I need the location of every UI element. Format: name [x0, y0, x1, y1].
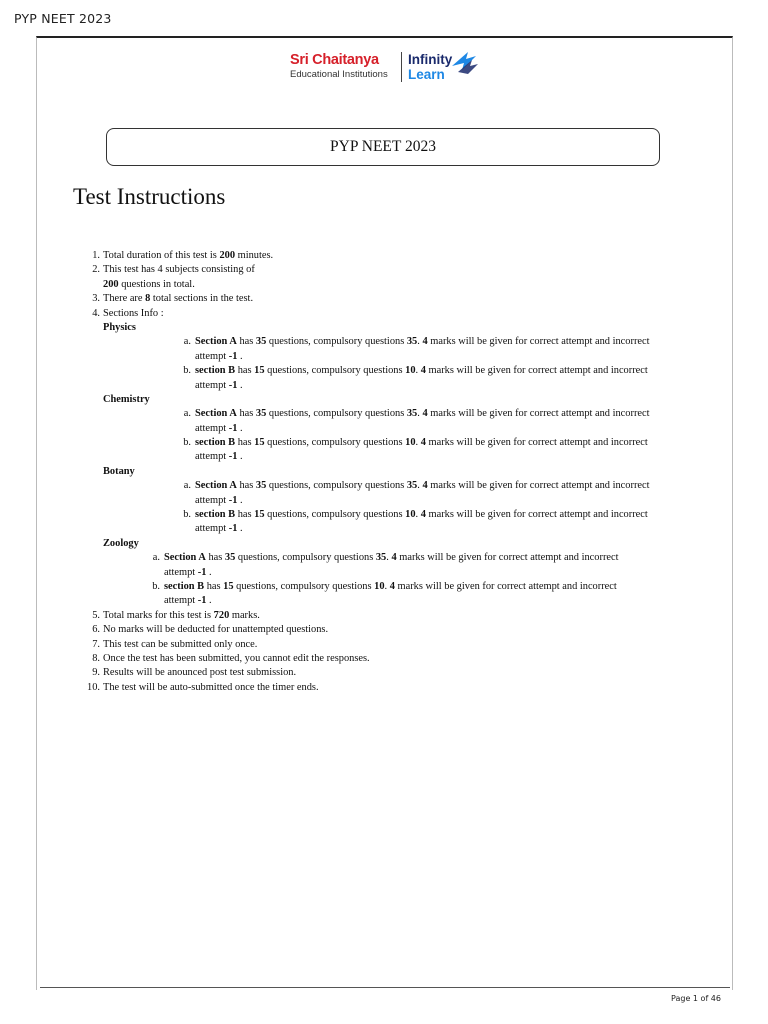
item-text: Total duration of this test is 200 minutes. [103, 250, 274, 261]
section-rule-section-a [0, 335, 768, 349]
section-letter: a. [152, 552, 160, 564]
instruction-item-9 [0, 666, 768, 680]
document-title-box [106, 128, 660, 166]
instruction-item-1 [0, 249, 768, 263]
item-number: 1. [92, 250, 100, 261]
section-rule-cont [0, 522, 768, 536]
section-rule-cont [0, 494, 768, 508]
instruction-item-3 [0, 292, 768, 306]
item-text: This test has 4 subjects consisting of [103, 264, 255, 276]
instruction-item-8 [0, 652, 768, 666]
item-text: 200 questions in total. [103, 278, 195, 290]
item-number: 6. [92, 624, 100, 636]
subject-name: Physics [103, 321, 136, 333]
infinity-swoosh-icon [448, 46, 480, 82]
section-rule-text: attempt -1 . [195, 379, 243, 391]
instruction-item-6 [0, 623, 768, 637]
section-letter: a. [183, 480, 191, 492]
document-title-text: PYP NEET 2023 [330, 138, 436, 155]
subjects-section-list [0, 321, 768, 609]
section-rule-section-a [0, 479, 768, 493]
section-rule-text: attempt -1 . [164, 595, 212, 607]
section-letter: b. [183, 365, 191, 377]
subject-name: Zoology [103, 537, 139, 549]
section-rule-section-b [0, 436, 768, 450]
section-rule-section-a [0, 407, 768, 421]
subject-heading-zoology [0, 537, 768, 551]
section-letter: a. [183, 408, 191, 420]
section-rule-section-b [0, 508, 768, 522]
section-rule-text: section B has 15 questions, compulsory questions 10. 4 marks will be given for correct attempt and incorrect [195, 509, 648, 521]
logo-divider [401, 52, 402, 82]
subject-heading-physics [0, 321, 768, 335]
section-rule-cont [0, 350, 768, 364]
section-rule-text: attempt -1 . [195, 494, 243, 506]
section-rule-text: section B has 15 questions, compulsory questions 10. 4 marks will be given for correct attempt and incorrect [195, 365, 648, 377]
item-number: 9. [92, 667, 100, 679]
item-number: 5. [92, 609, 100, 621]
section-letter: b. [183, 437, 191, 449]
section-rule-cont [0, 566, 768, 580]
item-number: 3. [92, 293, 100, 305]
logo-brand2-line2: Learn [408, 67, 445, 82]
instruction-item-7 [0, 638, 768, 652]
item-text: There are 8 total sections in the test. [103, 293, 254, 305]
instruction-item-2 [0, 263, 768, 277]
section-rule-text: attempt -1 . [164, 566, 212, 578]
logo-brand1-name: Sri Chaitanya [290, 52, 379, 68]
page-heading: Test Instructions [73, 184, 226, 209]
section-rule-cont [0, 594, 768, 608]
item-number: 8. [92, 652, 100, 664]
section-letter: a. [183, 336, 191, 348]
subject-name: Botany [103, 465, 135, 477]
page-bottom-rule [40, 987, 730, 988]
section-rule-text: attempt -1 . [195, 523, 243, 535]
item-text: Sections Info : [103, 307, 164, 319]
section-rule-text: Section A has 35 questions, compulsory questions 35. 4 marks will be given for correct attempt and incorrect [164, 552, 619, 564]
item-text: Total marks for this test is 720 marks. [103, 609, 260, 621]
logo-brand2-line1: Infinity [408, 52, 453, 67]
section-rule-text: Section A has 35 questions, compulsory questions 35. 4 marks will be given for correct attempt and incorrect [195, 408, 650, 420]
section-rule-text: section B has 15 questions, compulsory questions 10. 4 marks will be given for correct attempt and incorrect [164, 580, 617, 592]
item-number: 4. [92, 307, 100, 319]
section-letter: b. [152, 580, 160, 592]
section-rule-cont [0, 422, 768, 436]
subject-heading-chemistry [0, 393, 768, 407]
section-rule-text: Section A has 35 questions, compulsory questions 35. 4 marks will be given for correct attempt and incorrect [195, 480, 650, 492]
subject-heading-botany [0, 465, 768, 479]
section-rule-text: attempt -1 . [195, 451, 243, 463]
item-text: No marks will be deducted for unattempted questions. [103, 624, 329, 636]
page-number: Page 1 of 46 [671, 994, 721, 1003]
logo-brand1-subtitle: Educational Institutions [290, 69, 388, 80]
instruction-item-5 [0, 609, 768, 623]
section-rule-section-a [0, 551, 768, 565]
subject-name: Chemistry [103, 393, 150, 405]
item-text: The test will be auto-submitted once the timer ends. [103, 681, 319, 693]
section-rule-text: Section A has 35 questions, compulsory questions 35. 4 marks will be given for correct attempt and incorrect [195, 336, 650, 348]
instruction-item-10 [0, 681, 768, 695]
item-text: Results will be anounced post test submission. [103, 667, 297, 679]
instruction-item-2-cont [0, 278, 768, 292]
item-text: This test can be submitted only once. [103, 638, 258, 650]
section-rule-text: attempt -1 . [195, 350, 243, 362]
item-number: 7. [92, 638, 100, 650]
section-rule-cont [0, 379, 768, 393]
section-rule-cont [0, 450, 768, 464]
section-rule-text: section B has 15 questions, compulsory questions 10. 4 marks will be given for correct attempt and incorrect [195, 437, 648, 449]
item-number: 2. [92, 264, 100, 276]
item-text: Once the test has been submitted, you cannot edit the responses. [103, 652, 370, 664]
section-letter: b. [183, 509, 191, 521]
section-rule-section-b [0, 580, 768, 594]
item-number: 10. [87, 681, 100, 693]
brand-logo [288, 46, 488, 86]
section-rule-section-b [0, 364, 768, 378]
instruction-item-4 [0, 307, 768, 321]
document-header-title: PYP NEET 2023 [14, 11, 112, 26]
instructions-list [0, 249, 768, 695]
section-rule-text: attempt -1 . [195, 422, 243, 434]
